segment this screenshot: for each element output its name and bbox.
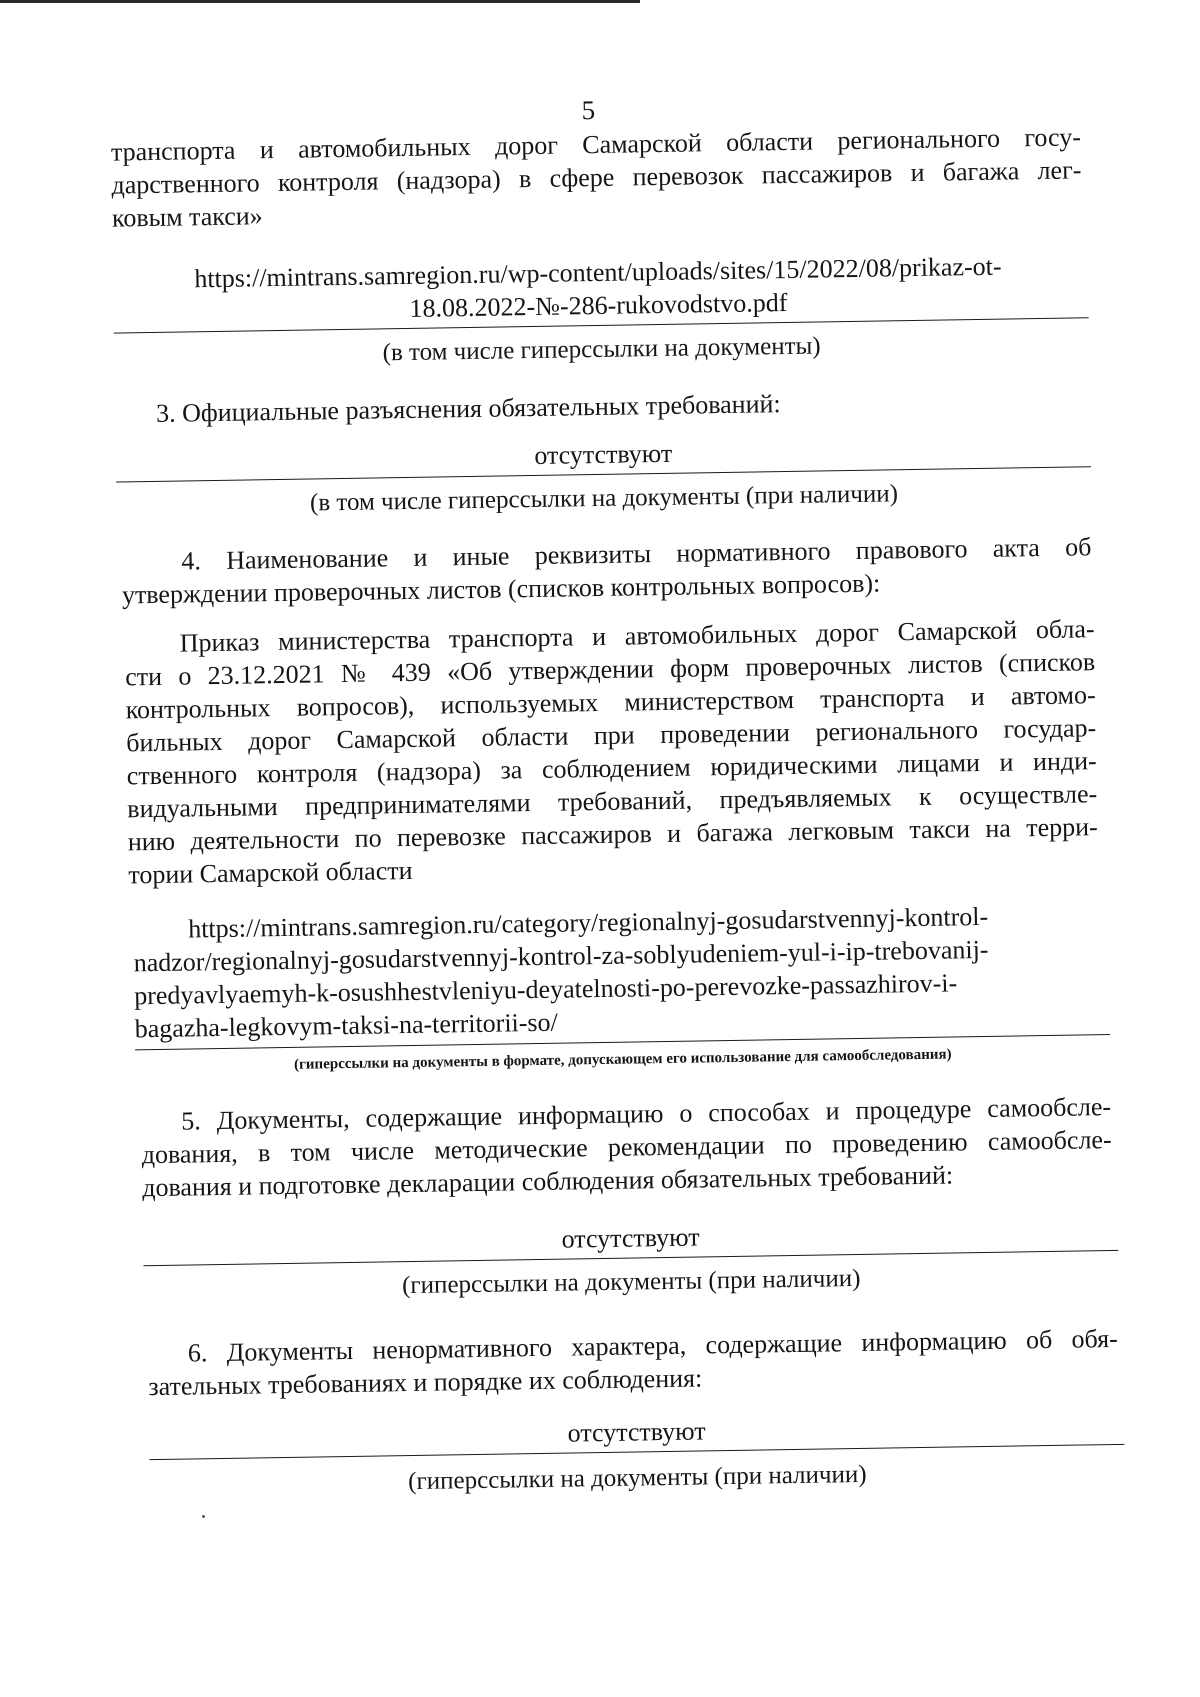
section4-link-line: bagazha-legkovym-taksi-na-territorii-so/ bbox=[134, 1007, 558, 1044]
section4-body-line: нию деятельности по перевозке пассажиров и багажа легковым такси на терри- bbox=[127, 812, 1098, 857]
section6-caption: (гиперссылки на документы (при наличии) bbox=[407, 1460, 867, 1496]
section4-body-line: Приказ министерства транспорта и автомобильных дорог Самарской обла- bbox=[179, 614, 1095, 658]
section4-link[interactable] bbox=[133, 898, 1105, 1045]
section5-line: 5. Документы, содержащие информацию о способах и процедуре самообсле- bbox=[180, 1092, 1112, 1136]
section4-body-line: видуальными предпринимателями требований, предъявляемых к осуществле- bbox=[127, 779, 1098, 824]
section3-value: отсутствуют bbox=[534, 438, 673, 470]
section5-paragraph bbox=[141, 1090, 1112, 1204]
section5-caption: (гиперссылки на документы (при наличии) bbox=[401, 1264, 861, 1300]
section4-heading-line: 4. Наименование и иные реквизиты нормативного правового акта об bbox=[181, 532, 1092, 576]
intro-paragraph bbox=[111, 120, 1082, 234]
section5-line: дования и подготовке декларации соблюдения обязательных требований: bbox=[142, 1160, 954, 1203]
section4-body-line: сти о 23.12.2021 № 439 «Об утверждении форм проверочных листов (списков bbox=[124, 647, 1096, 692]
intro-line: транспорта и автомобильных дорог Самарской области регионального госу- bbox=[110, 122, 1082, 167]
section6-value: отсутствуют bbox=[567, 1416, 706, 1448]
section4-body-line: контрольных вопросов), используемых министерством транспорта и автомо- bbox=[125, 680, 1096, 725]
section4-link-line: https://mintrans.samregion.ru/category/regionalnyj-gosudarstvennyj-kontrol- bbox=[187, 901, 989, 944]
section3-heading: 3. Официальные разъяснения обязательных требований: bbox=[155, 389, 781, 428]
section4-link-line: predyavlyaemyh-k-osushhestvleniyu-deyatelnosti-po-perevozke-passazhirov-i- bbox=[134, 968, 958, 1011]
page-number: 5 bbox=[581, 94, 596, 126]
intro-link[interactable] bbox=[113, 248, 1084, 329]
scan-speck bbox=[202, 1515, 205, 1518]
section4-caption: (гиперссылки на документы в формате, допускающем его использование для самообследования) bbox=[293, 1046, 952, 1073]
intro-link-line: https://mintrans.samregion.ru/wp-content/uploads/sites/15/2022/08/prikaz-ot- bbox=[194, 251, 1002, 294]
section4-body-line: тории Самарской области bbox=[128, 855, 413, 890]
section4-heading-line: утверждении проверочных листов (списков контрольных вопросов): bbox=[121, 568, 881, 610]
section4-body-line: ственного контроля (надзора) за соблюдением юридическими лицами и инди- bbox=[126, 746, 1097, 791]
section6-line: зательных требованиях и порядке их соблюдения: bbox=[148, 1363, 703, 1402]
section4-body bbox=[124, 612, 1098, 891]
intro-line: ковым такси» bbox=[111, 201, 263, 233]
intro-caption: (в том числе гиперссылки на документы) bbox=[382, 332, 821, 367]
section6-line: 6. Документы ненормативного характера, содержащие информацию об обя- bbox=[187, 1323, 1118, 1368]
section4-link-line: nadzor/regionalnyj-gosudarstvennyj-kontrol-za-soblyudeniem-yul-i-ip-trebovanij- bbox=[133, 934, 989, 978]
section4-heading bbox=[121, 530, 1092, 611]
intro-line: дарственного контроля (надзора) в сфере перевозок пассажиров и багажа лег- bbox=[111, 155, 1082, 200]
section6-paragraph bbox=[148, 1322, 1119, 1403]
section5-line: дования, в том числе методические рекомендации по проведению самообсле- bbox=[141, 1125, 1112, 1170]
section5-value: отсутствуют bbox=[561, 1222, 700, 1254]
section3-caption: (в том числе гиперссылки на документы (при наличии) bbox=[309, 480, 899, 517]
intro-link-line: 18.08.2022-№-286-rukovodstvo.pdf bbox=[409, 287, 788, 323]
section4-body-line: бильных дорог Самарской области при проведении регионального государ- bbox=[126, 713, 1097, 758]
